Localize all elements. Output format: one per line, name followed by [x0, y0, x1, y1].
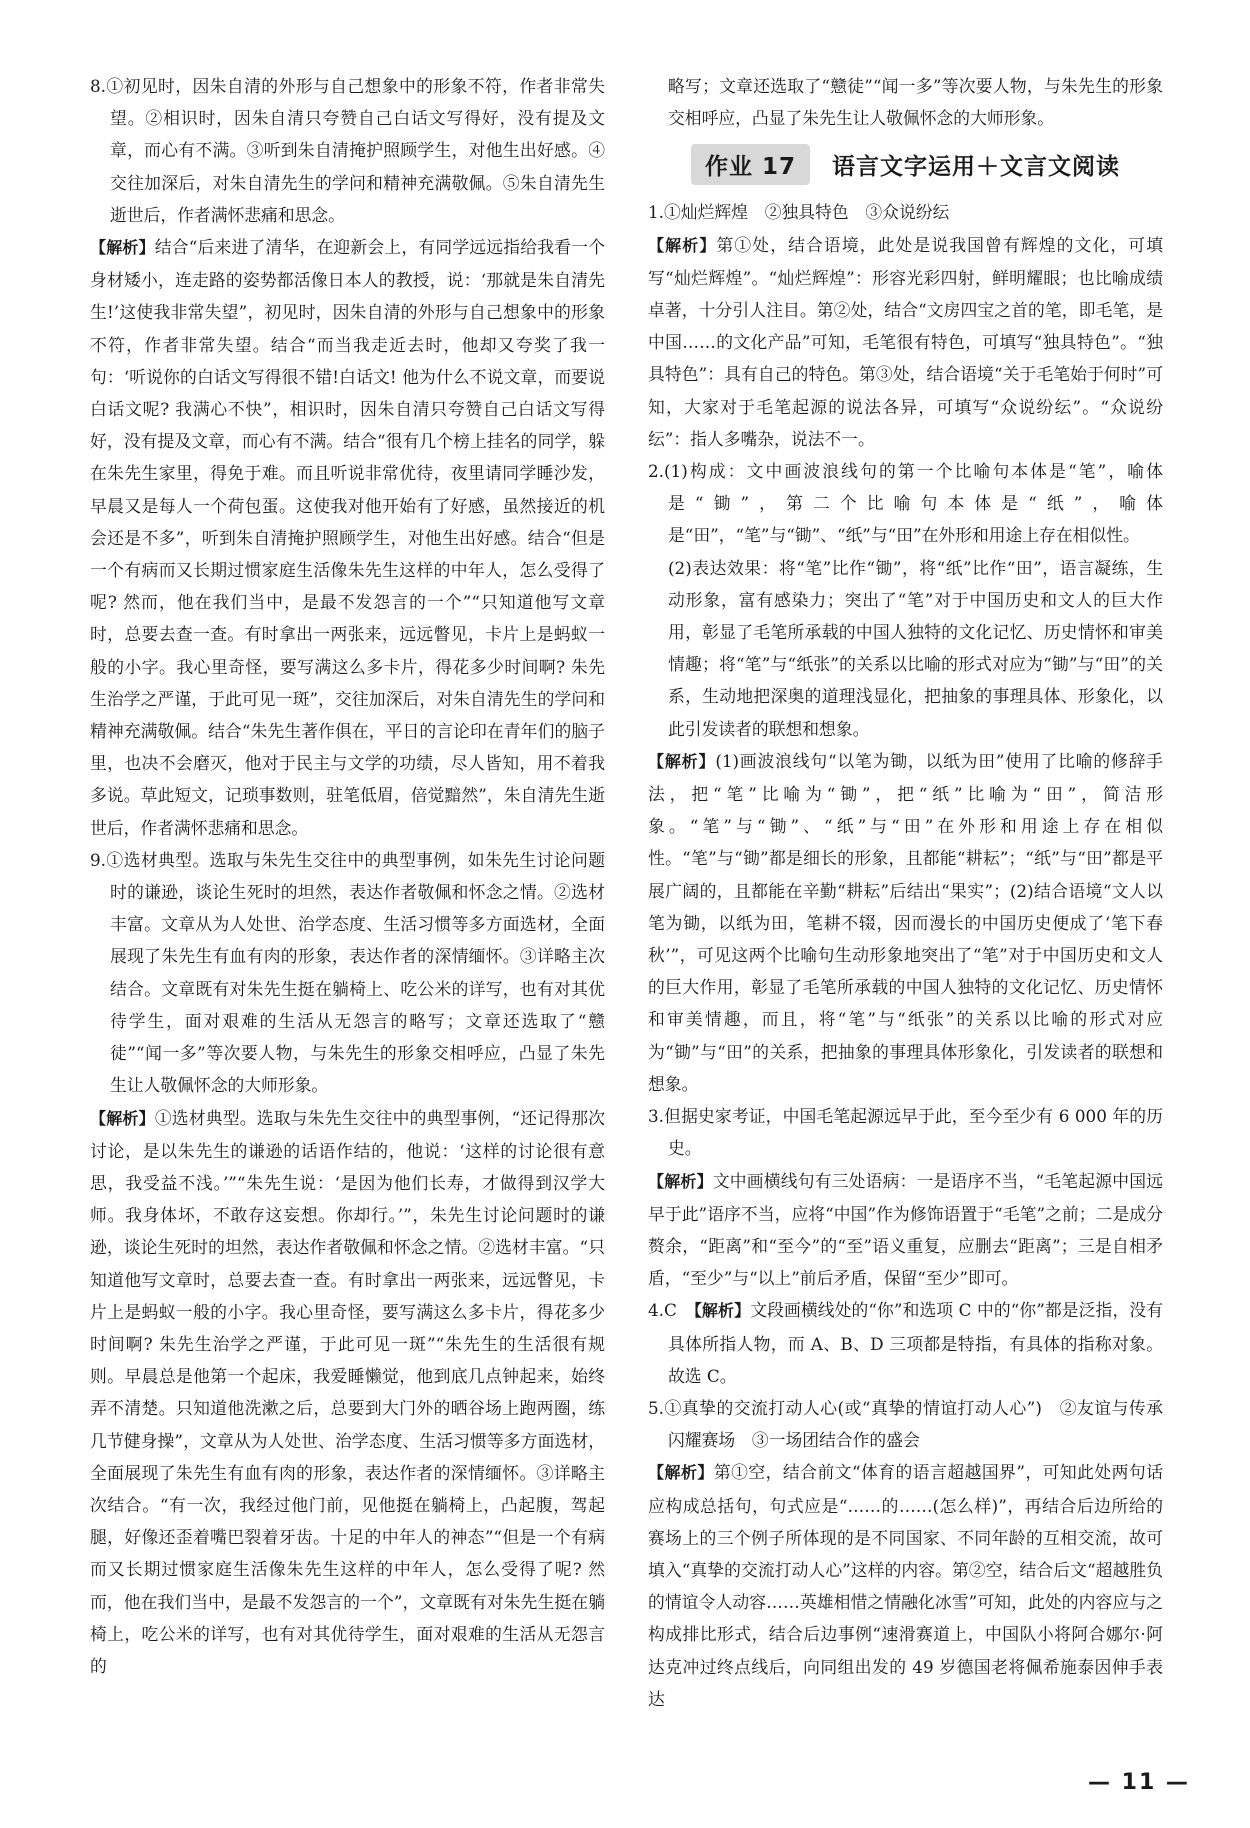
jiexi-text: 文段画横线处的“你”和选项 C 中的“你”都是泛指，没有具体所指人物，而 A、B、D 三项都是特指，有具体的指称对象。故选 C。 — [668, 1300, 1163, 1386]
jiexi-text: 文中画横线句有三处语病：一是语序不当，“毛笔起源中国远早于此”语序不当，应将“中国”作为修饰语置于“毛笔”之前；二是成分赘余，“距离”和“至今”的“至”语义重复，应删去“距离”；三是自相矛盾，“至少”与“以上”前后矛盾，保留“至少”即可。 — [648, 1170, 1163, 1289]
jiexi-q1 — [648, 229, 1163, 455]
section-tag: 作业 17 — [691, 144, 810, 185]
left-column — [90, 70, 605, 1682]
answer-q2-part1: 2.(1)构成：文中画波浪线句的第一个比喻句本体是“笔”，喻体是“锄”，第二个比喻句本体是“纸”，喻体是“田”，“笔”与“锄”、“纸”与“田”在外形和用途上存在相似性。 — [648, 461, 1163, 546]
answer-q3: 3.但据史家考证，中国毛笔起源远早于此，至今至少有 6 000 年的历史。 — [648, 1106, 1163, 1159]
jiexi-q5 — [648, 1456, 1163, 1715]
answer-q5: 5.①真挚的交流打动人心(或“真挚的情谊打动人心”) ②友谊与传承闪耀赛场 ③一场团结合作的盛会 — [648, 1397, 1163, 1451]
jiexi-text: 结合“后来进了清华，在迎新会上，有同学远远指给我看一个身材矮小，连走路的姿势都活像日本人的教授，说：‘那就是朱自清先生!’这使我非常失望”，初见时，因朱自清的外形与自己想象中的形象不符，作者非常失望。结合“而当我走近去时，他却又夸奖了我一句：‘听说你的白话文写得很不错!白话文! 他为什么不说文章，而要说白话文呢? 我满心不快”，相识时，因朱自清只夸赞自己白话文写得好，没有提及文章，而心有不满。结合“很有几个榜上挂名的同学，躲在朱先生家里，得免于难。而且听说非常优待，夜里请同学睡沙发，早晨又是每人一个荷包蛋。这使我对他开始有了好感，虽然接近的机会还是不多”，听到朱自清掩护照顾学生，对他生出好感。结合“但是一个有病而又长期过惯家庭生活像朱先生这样的中年人，怎么受得了呢? 然而，他在我们当中，是最不发怨言的一个”“只知道他写文章时，总要去查一查。有时拿出一两张来，远远瞥见，卡片上是蚂蚁一般的小字。我心里奇怪，要写满这么多卡片，得花多少时间啊? 朱先生治学之严谨，于此可见一斑”，交往加深后，对朱自清先生的学问和精神充满敬佩。结合“朱先生著作俱在，平日的言论印在青年们的脑子里，也决不会磨灭，他对于民主与文学的功绩，尽人皆知，用不着我多说。草此短文，记琐事数则，驻笔低眉，倍觉黯然”，朱自清先生逝世后，作者满怀悲痛和思念。 — [90, 237, 605, 838]
section-title: 语言文字运用＋文言文阅读 — [832, 153, 1120, 180]
jiexi-tag: 【解析】 — [90, 1108, 155, 1128]
page-number: — 11 — — [1088, 1770, 1190, 1795]
jiexi-tag: 【解析】 — [648, 1171, 713, 1191]
answer-q4 — [648, 1294, 1163, 1392]
jiexi-tag: 【解析】 — [693, 1301, 751, 1321]
answer-q9: 9.①选材典型。选取与朱先生交往中的典型事例，如朱先生讨论问题时的谦逊，谈论生死时的坦然，表达作者敬佩和怀念之情。②选材丰富。文章从为人处世、治学态度、生活习惯等多方面选材，全面展现了朱先生有血有肉的形象，表达作者的深情缅怀。③详略主次结合。文章既有对朱先生挺在躺椅上、吃公米的详写，也有对其优待学生，面对艰难的生活从无怨言的略写；文章还选取了“戆徒”“闻一多”等次要人物，与朱先生的形象交相呼应，凸显了朱先生让人敬佩怀念的大师形象。 — [90, 849, 605, 1096]
answer-q8: 8.①初见时，因朱自清的外形与自己想象中的形象不符，作者非常失望。②相识时，因朱自清只夸赞自己白话文写得好，没有提及文章，而心有不满。③听到朱自清掩护照顾学生，对他生出好感。④交往加深后，对朱自清先生的学问和精神充满敬佩。⑤朱自清先生逝世后，作者满怀悲痛和思念。 — [90, 76, 605, 225]
jiexi-q8 — [90, 231, 605, 844]
right-column — [648, 70, 1163, 1715]
jiexi-q9 — [90, 1102, 605, 1683]
answer-q9-continued: 略写；文章还选取了“戆徒”“闻一多”等次要人物，与朱先生的形象交相呼应，凸显了朱先生让人敬佩怀念的大师形象。 — [668, 76, 1163, 129]
section-header — [648, 142, 1163, 186]
jiexi-tag: 【解析】 — [90, 238, 155, 258]
answer-q4-choice: 4.C — [648, 1300, 694, 1321]
jiexi-text: 第①空，结合前文“体育的语言超越国界”，可知此处两句话应构成总括句，句式应是“……的……(怎么样)”，再结合后边所给的赛场上的三个例子所体现的是不同国家、不同年龄的互相交流，故可填入“真挚的交流打动人心”这样的内容。第②空，结合后文“超越胜负的情谊令人动容……英雄相惜之情融化冰雪”可知，此处的内容应与之构成排比形式，结合后边事例“速滑赛道上，中国队小将阿合娜尔·阿达克冲过终点线后，向同组出发的 49 岁德国老将佩希施泰因伸手表达 — [648, 1462, 1163, 1709]
jiexi-text: (1)画波浪线句“以笔为锄，以纸为田”使用了比喻的修辞手法，把“笔”比喻为“锄”，把“纸”比喻为“田”，简洁形象。“笔”与“锄”、“纸”与“田”在外形和用途上存在相似性。“笔”与“锄”都是细长的形象，且都能“耕耘”；“纸”与“田”都是平展广阔的，且都能在辛勤“耕耘”后结出“果实”；(2)结合语境“文人以笔为锄，以纸为田，笔耕不辍，因而漫长的中国历史便成了‘笔下春秋’”，可见这两个比喻句生动形象地突出了“笔”对于中国历史和文人的巨大作用，彰显了毛笔所承载的中国人独特的文化记忆、历史情怀和审美情趣，而且，将“笔”与“纸张”的关系以比喻的形式对应为“锄”与“田”的关系，把抽象的事理具体形象化，引发读者的联想和想象。 — [648, 750, 1163, 1094]
jiexi-q3 — [648, 1165, 1163, 1295]
jiexi-text: 第①处，结合语境，此处是说我国曾有辉煌的文化，可填写“灿烂辉煌”。“灿烂辉煌”：形容光彩四射，鲜明耀眼；也比喻成绩卓著，十分引人注目。第②处，结合“文房四宝之首的笔，即毛笔，是中国……的文化产品”可知，毛笔很有特色，可填写“独具特色”。“独具特色”：具有自己的特色。第③处，结合语境“关于毛笔始于何时”可知，大家对于毛笔起源的说法各异，可填写“众说纷纭”。“众说纷纭”：指人多嘴杂，说法不一。 — [648, 234, 1163, 449]
answer-q2-part2: (2)表达效果：将“笔”比作“锄”，将“纸”比作“田”，语言凝练，生动形象，富有感染力；突出了“笔”对于中国历史和文人的巨大作用，彰显了毛笔所承载的中国人独特的文化记忆、历史情怀和审美情趣；将“笔”与“纸张”的关系以比喻的形式对应为“锄”与“田”的关系，生动地把深奥的道理浅显化，把抽象的事理具体、形象化，以此引发读者的联想和想象。 — [668, 557, 1163, 739]
jiexi-q2 — [648, 745, 1163, 1100]
jiexi-tag: 【解析】 — [648, 751, 716, 771]
jiexi-tag: 【解析】 — [648, 1463, 714, 1483]
answer-q1: 1.①灿烂辉煌 ②独具特色 ③众说纷纭 — [648, 202, 950, 223]
jiexi-text: ①选材典型。选取与朱先生交往中的典型事例，“还记得那次讨论，是以朱先生的谦逊的话语作结的，他说：‘这样的讨论很有意思，我受益不浅。’”“朱先生说：‘是因为他们长寿，才做得到汉学大师。我身体坏，不敢存这妄想。你却行。’”，朱先生讨论问题时的谦逊，谈论生死时的坦然，表达作者敬佩和怀念之情。②选材丰富。“只知道他写文章时，总要去查一查。有时拿出一两张来，远远瞥见，卡片上是蚂蚁一般的小字。我心里奇怪，要写满这么多卡片，得花多少时间啊? 朱先生治学之严谨，于此可见一斑”“朱先生的生活很有规则。早晨总是他第一个起床，我爱睡懒觉，他到底几点钟起来，始终弄不清楚。只知道他洗漱之后，总要到大门外的晒谷场上跑两圈，练几节健身操”，文章从为人处世、治学态度、生活习惯等多方面选材，全面展现了朱先生有血有肉的形象，表达作者的深情缅怀。③详略主次结合。“有一次，我经过他门前，见他挺在躺椅上，凸起腹，驾起腿，好像还歪着嘴巴裂着牙齿。十足的中年人的神态”“但是一个有病而又长期过惯家庭生活像朱先生这样的中年人，怎么受得了呢? 然而，他在我们当中，是最不发怨言的一个”，文章既有对朱先生挺在躺椅上，吃公米的详写，也有对其优待学生，面对艰难的生活从无怨言的 — [90, 1107, 605, 1676]
jiexi-tag: 【解析】 — [648, 235, 717, 255]
